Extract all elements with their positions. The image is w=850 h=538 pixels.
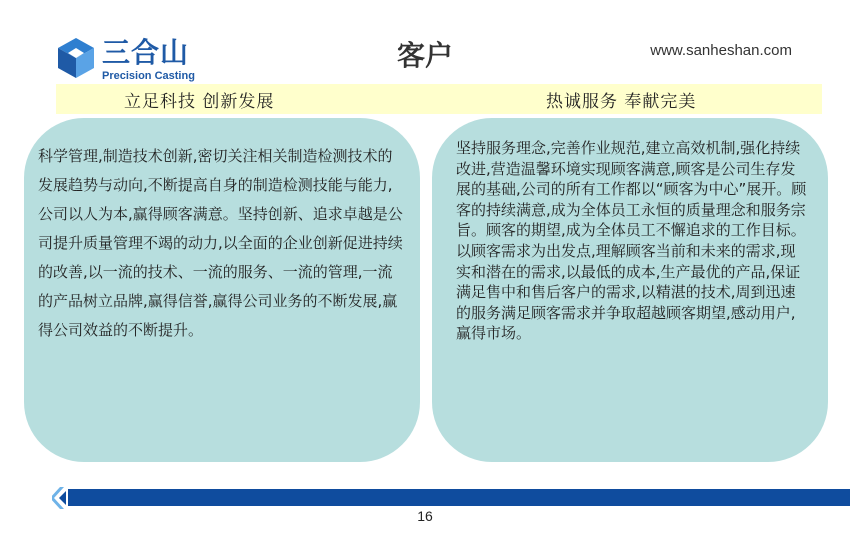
slogan-right: 热诚服务 奉献完美 [546,92,697,112]
technology-card [24,118,420,462]
service-card [432,118,828,462]
footer-bar [68,489,850,506]
service-card-text: 坚持服务理念,完善作业规范,建立高效机制,强化持续改进,营造温馨环境实现顾客满意,顾客是公司生存发展的基础,公司的所有工作都以“顾客为中心”展开。顾客的持续满意,成为全体员工永恒的质量理念和服务宗旨。顾客的期望,成为全体员工不懈追求的工作目标。以顾客需求为出发点,理解顾客当前和未来的需求,现实和潜在的需求,以最低的成本,生产最优的产品,保证满足售中和售后客户的需求,以精湛的技术,周到迅速的服务满足顾客需求并争取超越顾客期望,感动用户,赢得市场。 [456,139,807,343]
chevron-left-icon [52,487,66,509]
slogan-banner [56,84,822,114]
page-title: 客户 [396,39,453,72]
technology-card-text: 科学管理,制造技术创新,密切关注相关制造检测技术的发展趋势与动向,不断提高自身的制造检测技能与能力,公司以人为本,赢得顾客满意。坚持创新、追求卓越是公司提升质量管理不竭的动力,以全面的企业创新促进持续的改善,以一流的技术、一流的服务、一流的管理,一流的产品树立品牌,赢得信誉,赢得公司业务的不断发展,赢得公司效益的不断提升。 [38,147,403,339]
page-number: 16 [417,508,433,524]
logo-chinese-text: 三合山 [102,36,190,69]
logo-english-text: Precision Casting [102,70,195,82]
website-url: www.sanheshan.com [650,42,792,59]
slogan-left: 立足科技 创新发展 [124,92,275,112]
